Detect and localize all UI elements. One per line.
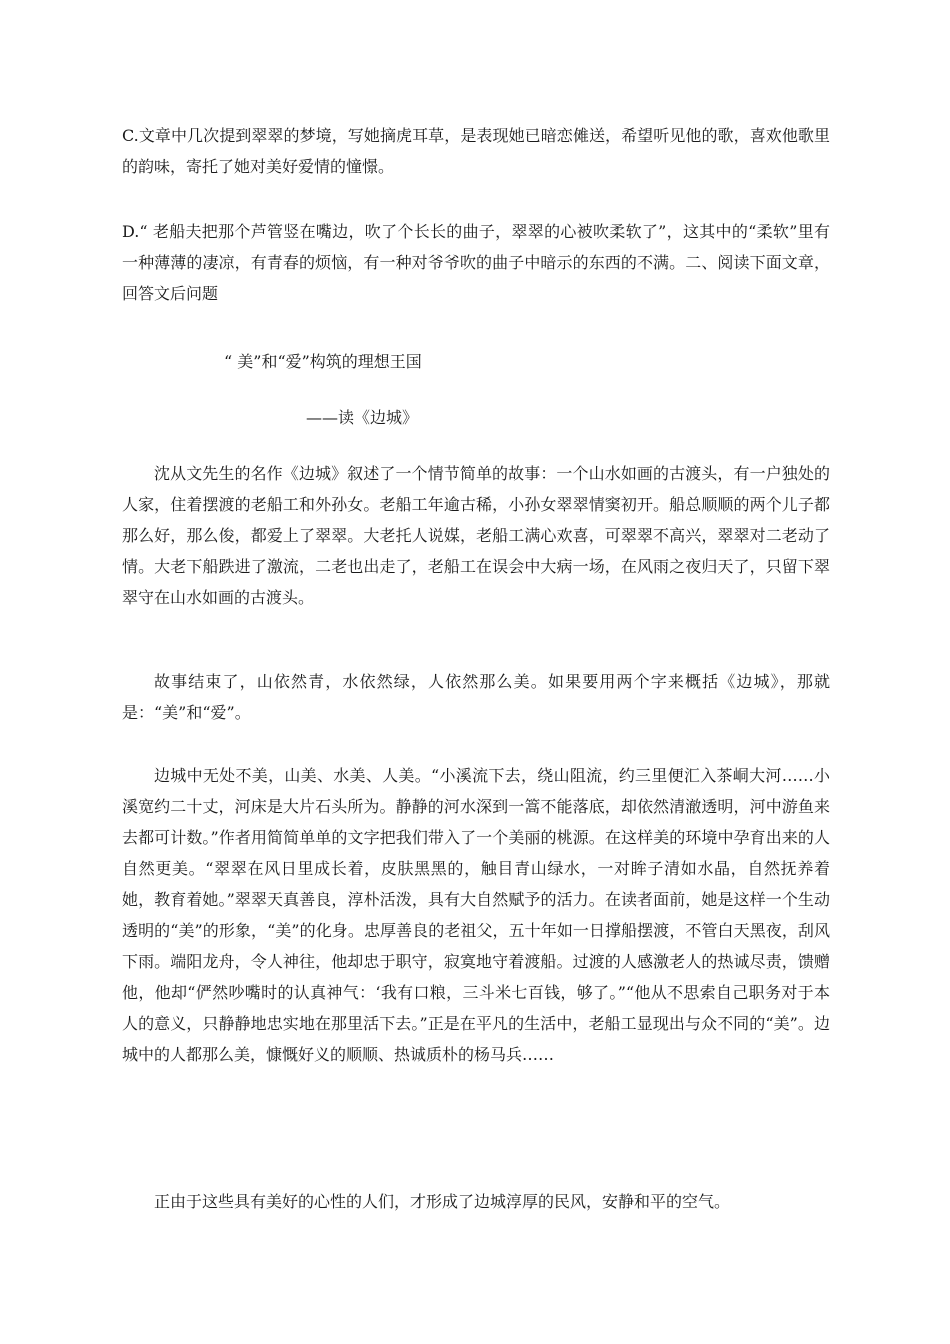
paragraph-1: 沈从文先生的名作《边城》叙述了一个情节简单的故事：一个山水如画的古渡头，有一户独处的人家，住着摆渡的老船工和外孙女。老船工年逾古稀，小孙女翠翠情窦初开。船总顺顺的两个儿子都那么好，那么俊，都爱上了翠翠。大老托人说媒，老船工满心欢喜，可翠翠不高兴，翠翠对二老动了情。大老下船跌进了激流，二老也出走了，老船工在误会中大病一场，在风雨之夜归天了，只留下翠翠守在山水如画的古渡头。	[122, 464, 830, 607]
article-subtitle: ——读《边城》	[306, 408, 419, 427]
paragraph-2: 故事结束了，山依然青，水依然绿，人依然那么美。如果要用两个字来概括《边城》，那就是：“美”和“爱”。	[122, 672, 830, 722]
article-title: “ 美”和“爱”构筑的理想王国	[224, 352, 422, 371]
paragraph-3: 边城中无处不美，山美、水美、人美。“小溪流下去，绕山阻流，约三里便汇入茶峒大河……小溪宽约二十丈，河床是大片石头所为。静静的河水深到一篙不能落底，却依然清澈透明，河中游鱼来去都可计数。”作者用简简单单的文字把我们带入了一个美丽的桃源。在这样美的环境中孕育出来的人自然更美。“翠翠在风日里成长着，皮肤黑黑的，触目青山绿水，一对眸子清如水晶，自然抚养着她，教育着她。”翠翠天真善良，淳朴活泼，具有大自然赋予的活力。在读者面前，她是这样一个生动透明的“美”的形象，“美”的化身。忠厚善良的老祖父，五十年如一日撑船摆渡，不管白天黑夜，刮风下雨。端阳龙舟，令人神往，他却忠于职守，寂寞地守着渡船。过渡的人感激老人的热诚尽责，馈赠他，他却“俨然吵嘴时的认真神气：‘我有口粮，三斗米七百钱，够了。”“他从不思索自己职务对于本人的意义，只静静地忠实地在那里活下去。”正是在平凡的生活中，老船工显现出与众不同的“美”。边城中的人都那么美，慷慨好义的顺顺、热诚质朴的杨马兵……	[122, 766, 830, 1064]
option-c-text: C.文章中几次提到翠翠的梦境，写她摘虎耳草，是表现她已暗恋傩送，希望听见他的歌，喜欢他歌里的韵味，寄托了她对美好爱情的憧憬。	[122, 126, 830, 176]
paragraph-4: 正由于这些具有美好的心性的人们，才形成了边城淳厚的民风，安静和平的空气。	[154, 1192, 731, 1211]
option-d-text: D.“ 老船夫把那个芦管竖在嘴边，吹了个长长的曲子，翠翠的心被吹柔软了”，这其中的“柔软”里有一种薄薄的凄凉，有青春的烦恼，有一种对爷爷吹的曲子中暗示的东西的不满。二、阅读下面文章，回答文后问题	[122, 222, 830, 303]
